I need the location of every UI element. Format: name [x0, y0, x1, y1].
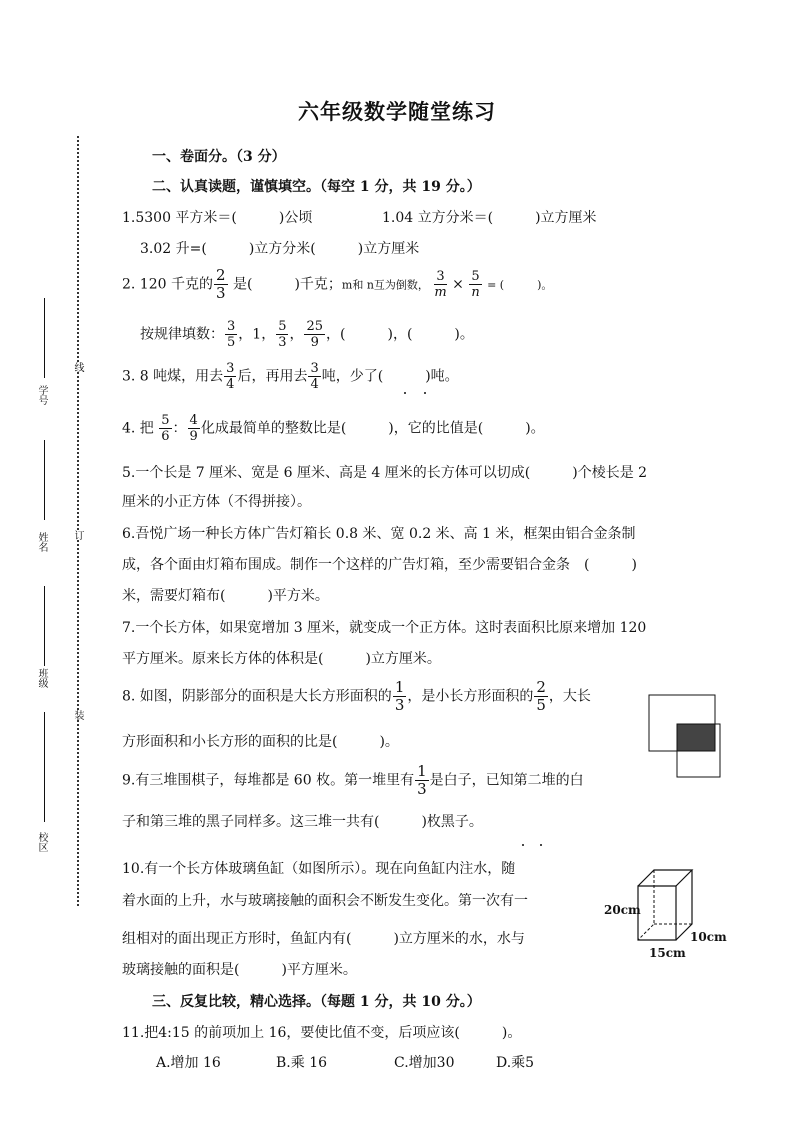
question-1a: 1.5300 平方米＝( )公顷: [122, 210, 313, 226]
section-3-heading: 三、反复比较，精心选择。（每题 1 分，共 10 分。）: [152, 994, 481, 1010]
q8-rectangles-figure: [648, 694, 722, 780]
q2b-fraction-1: $\frac{3}{5}$: [227, 319, 236, 350]
q2-prefix: 2. 120 千克的: [122, 276, 213, 293]
q9-suffix: 是白子，已知第二堆的白: [429, 772, 584, 789]
q11-option-b[interactable]: B.乘 16: [276, 1055, 328, 1071]
dimension-length-label: 15cm: [649, 946, 686, 960]
question-2: [122, 268, 552, 301]
q2-fraction-5-over-n: $\frac{5}{n}$: [471, 269, 480, 300]
q2-times-sign: ×: [452, 276, 464, 293]
q4-fraction-2: $\frac{4}{9}$: [189, 413, 198, 444]
q2b-fraction-2: $\frac{5}{3}$: [278, 319, 287, 350]
class-label: 班级: [36, 668, 47, 688]
q8-suffix: ，大长: [548, 688, 591, 705]
q3-middle: 后，再用去: [237, 368, 308, 385]
q2b-prefix: 按规律填数：: [140, 326, 224, 343]
question-1c: 3.02 升=( )立方分米( )立方厘米: [140, 241, 420, 257]
q2b-fraction-3: $\frac{25}{9}$: [306, 319, 324, 350]
class-blank-line: [44, 586, 45, 666]
q2-suffix: = ( )。: [487, 278, 553, 292]
question-9-line-2: 子和第三堆的黑子同样多。这三堆一共有( )枚黑子。: [122, 814, 483, 830]
q4-fraction-1: $\frac{5}{6}$: [161, 413, 170, 444]
q2-middle: 是( )千克；: [232, 276, 342, 293]
campus-blank-line: [44, 712, 45, 822]
binding-dotted-line: [77, 136, 79, 906]
question-5-line-1: 5.一个长是 7 厘米、宽是 6 厘米、高是 4 厘米的长方体可以切成( )个棱长是 2: [122, 465, 648, 481]
cut-mark-fold: 装: [72, 710, 83, 720]
cuboid-top-edges: [638, 870, 692, 886]
campus-label: 校区: [36, 832, 47, 852]
question-10-line-4: 玻璃接触的面积是( )平方厘米。: [122, 962, 357, 978]
q11-option-c[interactable]: C.增加30: [394, 1055, 455, 1071]
q3-prefix: 3. 8 吨煤，用去: [122, 368, 224, 385]
q11-option-a[interactable]: A.增加 16: [156, 1055, 221, 1071]
q8-fraction-1: $\frac{1}{3}$: [394, 678, 405, 714]
q3-fraction-2: $\frac{3}{4}$: [310, 361, 319, 392]
page-title: 六年级数学随堂练习: [298, 99, 496, 124]
section-1-heading: 一、卷面分。（3 分）: [152, 149, 286, 165]
student-id-label: 学号: [36, 385, 47, 405]
q2b-suffix: ，( )，( )。: [326, 326, 474, 343]
question-10-line-1: 10.有一个长方体玻璃鱼缸（如图所示）。现在向鱼缸内注水，随: [122, 861, 516, 877]
q3-fraction-1: $\frac{3}{4}$: [226, 361, 235, 392]
question-8-line-1: [122, 680, 591, 713]
q3-suffix: 吨，少了( )吨。: [321, 368, 459, 385]
q4-suffix: 化成最简单的整数比是( )，它的比值是( )。: [200, 420, 545, 437]
question-7-line-2: 平方厘米。原来长方体的体积是( )立方厘米。: [122, 651, 441, 667]
section-2-heading: 二、认真读题，谨慎填空。（每空 1 分，共 19 分。）: [152, 179, 481, 195]
q8-fraction-2: $\frac{2}{5}$: [536, 678, 546, 714]
q8-middle: ，是小长方形面积的: [407, 688, 534, 705]
fish-tank-cuboid-figure: [636, 868, 698, 944]
cut-mark-bind: 订: [72, 530, 83, 540]
emphasis-dot: [540, 844, 542, 846]
dimension-height-label: 20cm: [604, 903, 641, 917]
question-4: [122, 414, 545, 443]
dimension-width-label: 10cm: [690, 930, 727, 944]
q9-fraction: $\frac{1}{3}$: [417, 762, 427, 798]
cut-mark-line: 线: [72, 362, 83, 372]
student-id-blank-line: [44, 298, 45, 378]
question-6-line-3: 米，需要灯箱布( )平方米。: [122, 588, 329, 604]
name-label: 姓名: [36, 532, 47, 552]
q2b-sep2: ，: [289, 326, 304, 343]
q2b-sep1: ，1，: [238, 326, 276, 343]
q2-fraction-3-over-m: $\frac{3}{m}$: [434, 269, 447, 300]
emphasis-dot: [424, 392, 426, 394]
q9-prefix: 9.有三堆围棋子，每堆都是 60 枚。第一堆里有: [122, 772, 415, 789]
name-blank-line: [44, 440, 45, 520]
question-11: 11.把4:15 的前项加上 16，要使比值不变，后项应该( )。: [122, 1025, 522, 1041]
q4-colon: ：: [172, 420, 187, 437]
shaded-overlap: [677, 724, 715, 751]
question-9-line-1: [122, 764, 584, 797]
question-2-pattern: [140, 320, 474, 349]
q11-option-d[interactable]: D.乘5: [496, 1055, 535, 1071]
question-10-line-3: 组相对的面出现正方形时，鱼缸内有( )立方厘米的水，水与: [122, 931, 525, 947]
emphasis-dot: [522, 844, 524, 846]
q2-fraction-two-thirds: $\frac{2}{3}$: [215, 266, 226, 302]
question-10-line-2: 着水面的上升，水与玻璃接触的面积会不断发生变化。第一次有一: [122, 893, 528, 909]
cuboid-front-face: [638, 886, 676, 940]
question-8-line-2: 方形面积和小长方形的面积的比是( )。: [122, 734, 399, 750]
question-6-line-2: 成，各个面由灯箱布围成。制作一个这样的广告灯箱，至少需要铝合金条 ( ): [122, 557, 637, 573]
question-3: [122, 362, 459, 391]
q2-note: m和 n互为倒数，: [341, 278, 429, 292]
q4-prefix: 4. 把: [122, 420, 154, 437]
question-5-line-2: 厘米的小正方体（不得拼接）。: [122, 494, 311, 510]
question-6-line-1: 6.吾悦广场一种长方体广告灯箱长 0.8 米、宽 0.2 米、高 1 米，框架由铝合金条制: [122, 526, 636, 542]
question-7-line-1: 7.一个长方体，如果宽增加 3 厘米，就变成一个正方体。这时表面积比原来增加 120: [122, 620, 647, 636]
q8-prefix: 8. 如图，阴影部分的面积是大长方形面积的: [122, 688, 392, 705]
emphasis-dot: [404, 392, 406, 394]
question-1b: 1.04 立方分米＝( )立方厘米: [382, 210, 597, 226]
